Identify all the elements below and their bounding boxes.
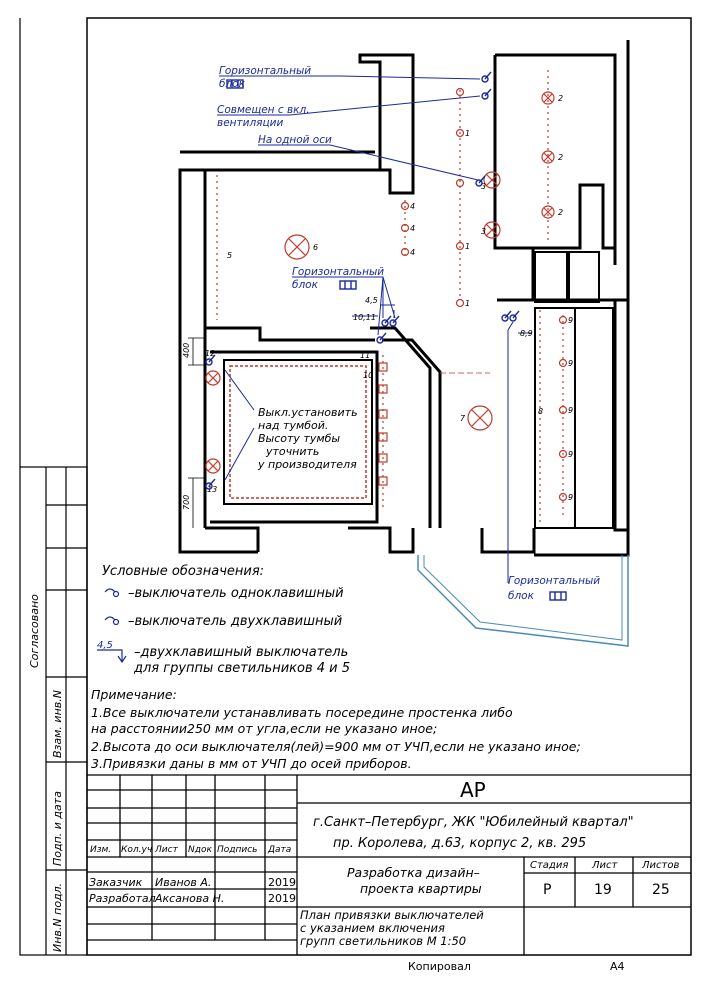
tb-sheet-h: Лист xyxy=(592,860,618,871)
label-3a: 3 xyxy=(481,227,487,236)
label-6: 6 xyxy=(313,243,319,252)
install-note-line1: Выкл.установить xyxy=(258,406,358,419)
label-10: 10 xyxy=(363,371,374,380)
tb-address-1: г.Санкт–Петербург, ЖК "Юбилейный квартал" xyxy=(313,815,634,830)
dim-45: 4,5 xyxy=(365,296,378,305)
label-2a: 2 xyxy=(558,94,564,103)
tb-h-ndok: Nдок xyxy=(188,845,212,855)
label-9c: 9 xyxy=(568,406,574,415)
tb-h-podpis: Подпись xyxy=(217,845,258,855)
tb-project-1: Разработка дизайн– xyxy=(347,865,480,880)
callout-hblock-2-line2: блок xyxy=(292,279,318,291)
label-11: 11 xyxy=(360,351,371,360)
tb-format: А4 xyxy=(610,960,625,973)
light-3a xyxy=(484,222,500,238)
label-7: 7 xyxy=(460,414,466,423)
legend-symbols xyxy=(97,589,126,662)
notes-title: Примечание: xyxy=(91,687,177,702)
stamp-col2: Подп. и дата xyxy=(51,791,64,866)
callout-same-axis: На одной оси xyxy=(258,134,332,146)
stamp-col3: Инв.N подл. xyxy=(51,882,64,952)
notes-line-4: 3.Привязки даны в мм от УЧП до осей приборов. xyxy=(91,756,412,771)
install-note-line3: Высоту тумбы xyxy=(258,432,341,445)
tb-sheet-title-2: с указанием включения xyxy=(300,921,445,935)
legend-title: Условные обозначения: xyxy=(102,564,265,579)
tb-h-data: Дата xyxy=(268,845,292,855)
label-4b: 4 xyxy=(410,224,416,233)
legend-group-desc-2: для группы светильников 4 и 5 xyxy=(134,661,351,676)
tb-sheet: 19 xyxy=(594,882,612,898)
tb-h-koluch: Кол.уч xyxy=(121,845,153,855)
install-note-line2: над тумбой. xyxy=(258,419,329,432)
label-1b: 1 xyxy=(465,242,471,251)
legend-group-mark: 4,5 xyxy=(97,640,113,651)
label-9d: 9 xyxy=(568,450,574,459)
ceiling-light-7 xyxy=(468,406,492,430)
tb-stage-h: Стадия xyxy=(530,860,569,871)
notes-line-2: на расстоянии250 мм от угла,если не указано иное; xyxy=(91,721,438,736)
legend-single: –выключатель одноклавишный xyxy=(128,586,344,601)
label-9b: 9 xyxy=(568,359,574,368)
dim-700: 700 xyxy=(182,494,191,510)
tb-customer-name: Иванов А. xyxy=(155,876,212,889)
notes-line-1: 1.Все выключатели устанавливать посередине простенка либо xyxy=(91,705,513,720)
tb-customer-role: Заказчик xyxy=(89,876,143,889)
tb-h-list: Лист xyxy=(155,845,178,855)
label-9e: 9 xyxy=(568,493,574,502)
install-note-line5: у производителя xyxy=(258,458,357,471)
label-9a: 9 xyxy=(568,316,574,325)
callout-hblock-3-line1: Горизонтальный xyxy=(508,575,601,587)
legend-double: –выключатель двухклавишный xyxy=(128,614,343,629)
callout-hblock-2-line1: Горизонтальный xyxy=(292,266,385,278)
ceiling-light-6 xyxy=(285,235,309,259)
label-8: 8 xyxy=(538,407,544,416)
install-note-line4: уточнить xyxy=(266,445,320,458)
label-5: 5 xyxy=(227,251,233,260)
label-13: 13 xyxy=(207,485,218,494)
tb-sheets-h: Листов xyxy=(642,860,680,871)
callout-vent-line1: Совмещен с вкл. xyxy=(217,104,310,116)
tb-customer-year: 2019 xyxy=(268,876,296,889)
tb-sheet-title-3: групп светильников М 1:50 xyxy=(300,934,467,948)
label-4a: 4 xyxy=(410,202,416,211)
label-4c: 4 xyxy=(410,248,416,257)
tb-sheet-title-1: План привязки выключателей xyxy=(300,908,484,922)
tb-developer-name: Аксанова Н. xyxy=(155,892,225,905)
label-12: 12 xyxy=(205,349,216,358)
dim-1011: 10,11 xyxy=(353,313,376,322)
stamp-agreed: Согласовано xyxy=(28,594,41,668)
legend-group-desc-1: –двухклавишный выключатель xyxy=(134,645,349,660)
dim-89: 8,9 xyxy=(520,329,533,338)
label-1c: 1 xyxy=(465,299,471,308)
tb-code: АР xyxy=(460,778,486,802)
callout-hblock-1-line1: Горизонтальный xyxy=(219,65,312,77)
callout-hblock-1-line2: блок xyxy=(219,78,245,90)
tb-address-2: пр. Королева, д.63, корпус 2, кв. 295 xyxy=(333,836,587,851)
label-1a: 1 xyxy=(465,129,471,138)
tb-developer-year: 2019 xyxy=(268,892,296,905)
tb-h-izm: Изм. xyxy=(90,845,112,855)
tb-stage: Р xyxy=(543,882,552,898)
dim-400: 400 xyxy=(182,342,191,358)
stamp-col1: Взам. инв.N xyxy=(51,690,64,758)
label-2b: 2 xyxy=(558,153,564,162)
closet xyxy=(535,252,613,528)
tb-developer-role: Разработал xyxy=(89,892,156,905)
callout-hblock-3-line2: блок xyxy=(508,590,534,602)
tb-copied: Копировал xyxy=(408,960,471,973)
tb-sheets: 25 xyxy=(652,882,670,898)
label-3b: 3 xyxy=(481,182,487,191)
label-2c: 2 xyxy=(558,208,564,217)
callout-vent-line2: вентиляции xyxy=(217,117,284,129)
notes-line-3: 2.Высота до оси выключателя(лей)=900 мм от УЧП,если не указано иное; xyxy=(91,739,581,754)
tb-project-2: проекта квартиры xyxy=(360,881,482,896)
